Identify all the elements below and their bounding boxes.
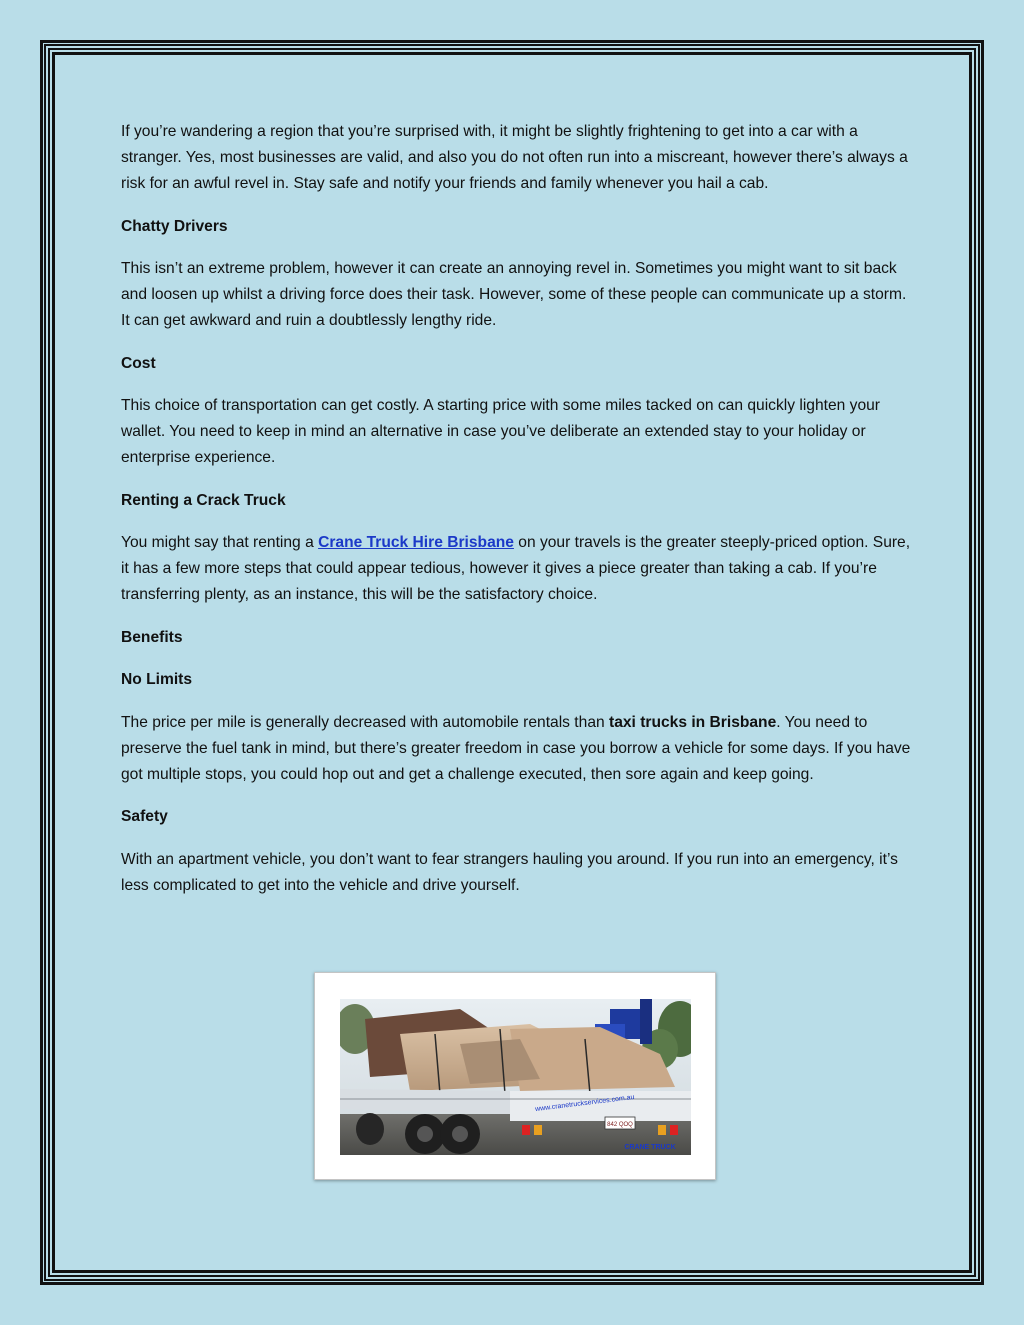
intro-paragraph: If you’re wandering a region that you’re surprised with, it might be slightly frightening to get into a car with a stranger. Yes, most businesses are valid, and also you do not often run into a miscreant, however there’s always a risk for an awful revel in. Stay safe and notify your friends and family whenever you hail a cab. — [121, 123, 908, 192]
renting-paragraph — [121, 530, 911, 608]
renting-text-before: You might say that renting a — [121, 534, 319, 551]
heading-chatty-drivers: Chatty Drivers — [121, 217, 228, 235]
truck-photo-frame — [314, 972, 716, 1180]
safety-paragraph: With an apartment vehicle, you don’t want to fear strangers hauling you around. If you run into an emergency, it’s less complicated to get into the vehicle and drive yourself. — [121, 850, 898, 894]
no-limits-text-after: . You need to preserve the fuel tank in mind, but there’s greater freedom in case you borrow a vehicle for some days. If you have got multiple stops, you could hop out and get a challenge executed, then sore again and keep going. — [121, 713, 911, 783]
no-limits-text-before: The price per mile is generally decreased with automobile rentals than — [121, 713, 609, 731]
renting-text-after: on your travels is the greater steeply-priced option. Sure, it has a few more steps that could appear tedious, however it gives a piece greater than taking a cab. If you’re transferring plenty, as an instance, this will be the satisfactory choice. — [121, 534, 911, 603]
heading-cost: Cost — [121, 354, 156, 372]
heading-renting: Renting a Crack Truck — [121, 491, 286, 509]
crane-truck-image — [340, 999, 691, 1155]
taxi-trucks-bold: taxi trucks in Brisbane — [609, 713, 777, 731]
crane-truck-hire-link[interactable]: Crane Truck Hire Brisbane — [318, 534, 514, 551]
truck-url-text: www.cranetruckservices.com.au — [534, 1093, 635, 1114]
heading-no-limits: No Limits — [121, 671, 193, 688]
no-limits-paragraph — [121, 710, 911, 788]
article-body — [121, 119, 911, 915]
heading-benefits: Benefits — [121, 628, 183, 646]
heading-safety: Safety — [121, 808, 168, 825]
chatty-drivers-paragraph: This isn’t an extreme problem, however it can create an annoying revel in. Sometimes you might want to sit back and loosen up whilst a driving force does their task. However, some of these people can communicate up a storm. It can get awkward and ruin a doubtlessly lengthy ride. — [121, 260, 907, 329]
plate-text: 842 QOQ — [607, 1122, 633, 1128]
crane-truck-photo — [340, 999, 691, 1155]
cost-paragraph: This choice of transportation can get costly. A starting price with some miles tacked on can quickly lighten your wallet. You need to keep in mind an alternative in case you’ve deliberate an extended stay to your holiday or enterprise experience. — [121, 397, 880, 466]
crane-truck-side-text: CRANE TRUCK — [624, 1144, 676, 1151]
